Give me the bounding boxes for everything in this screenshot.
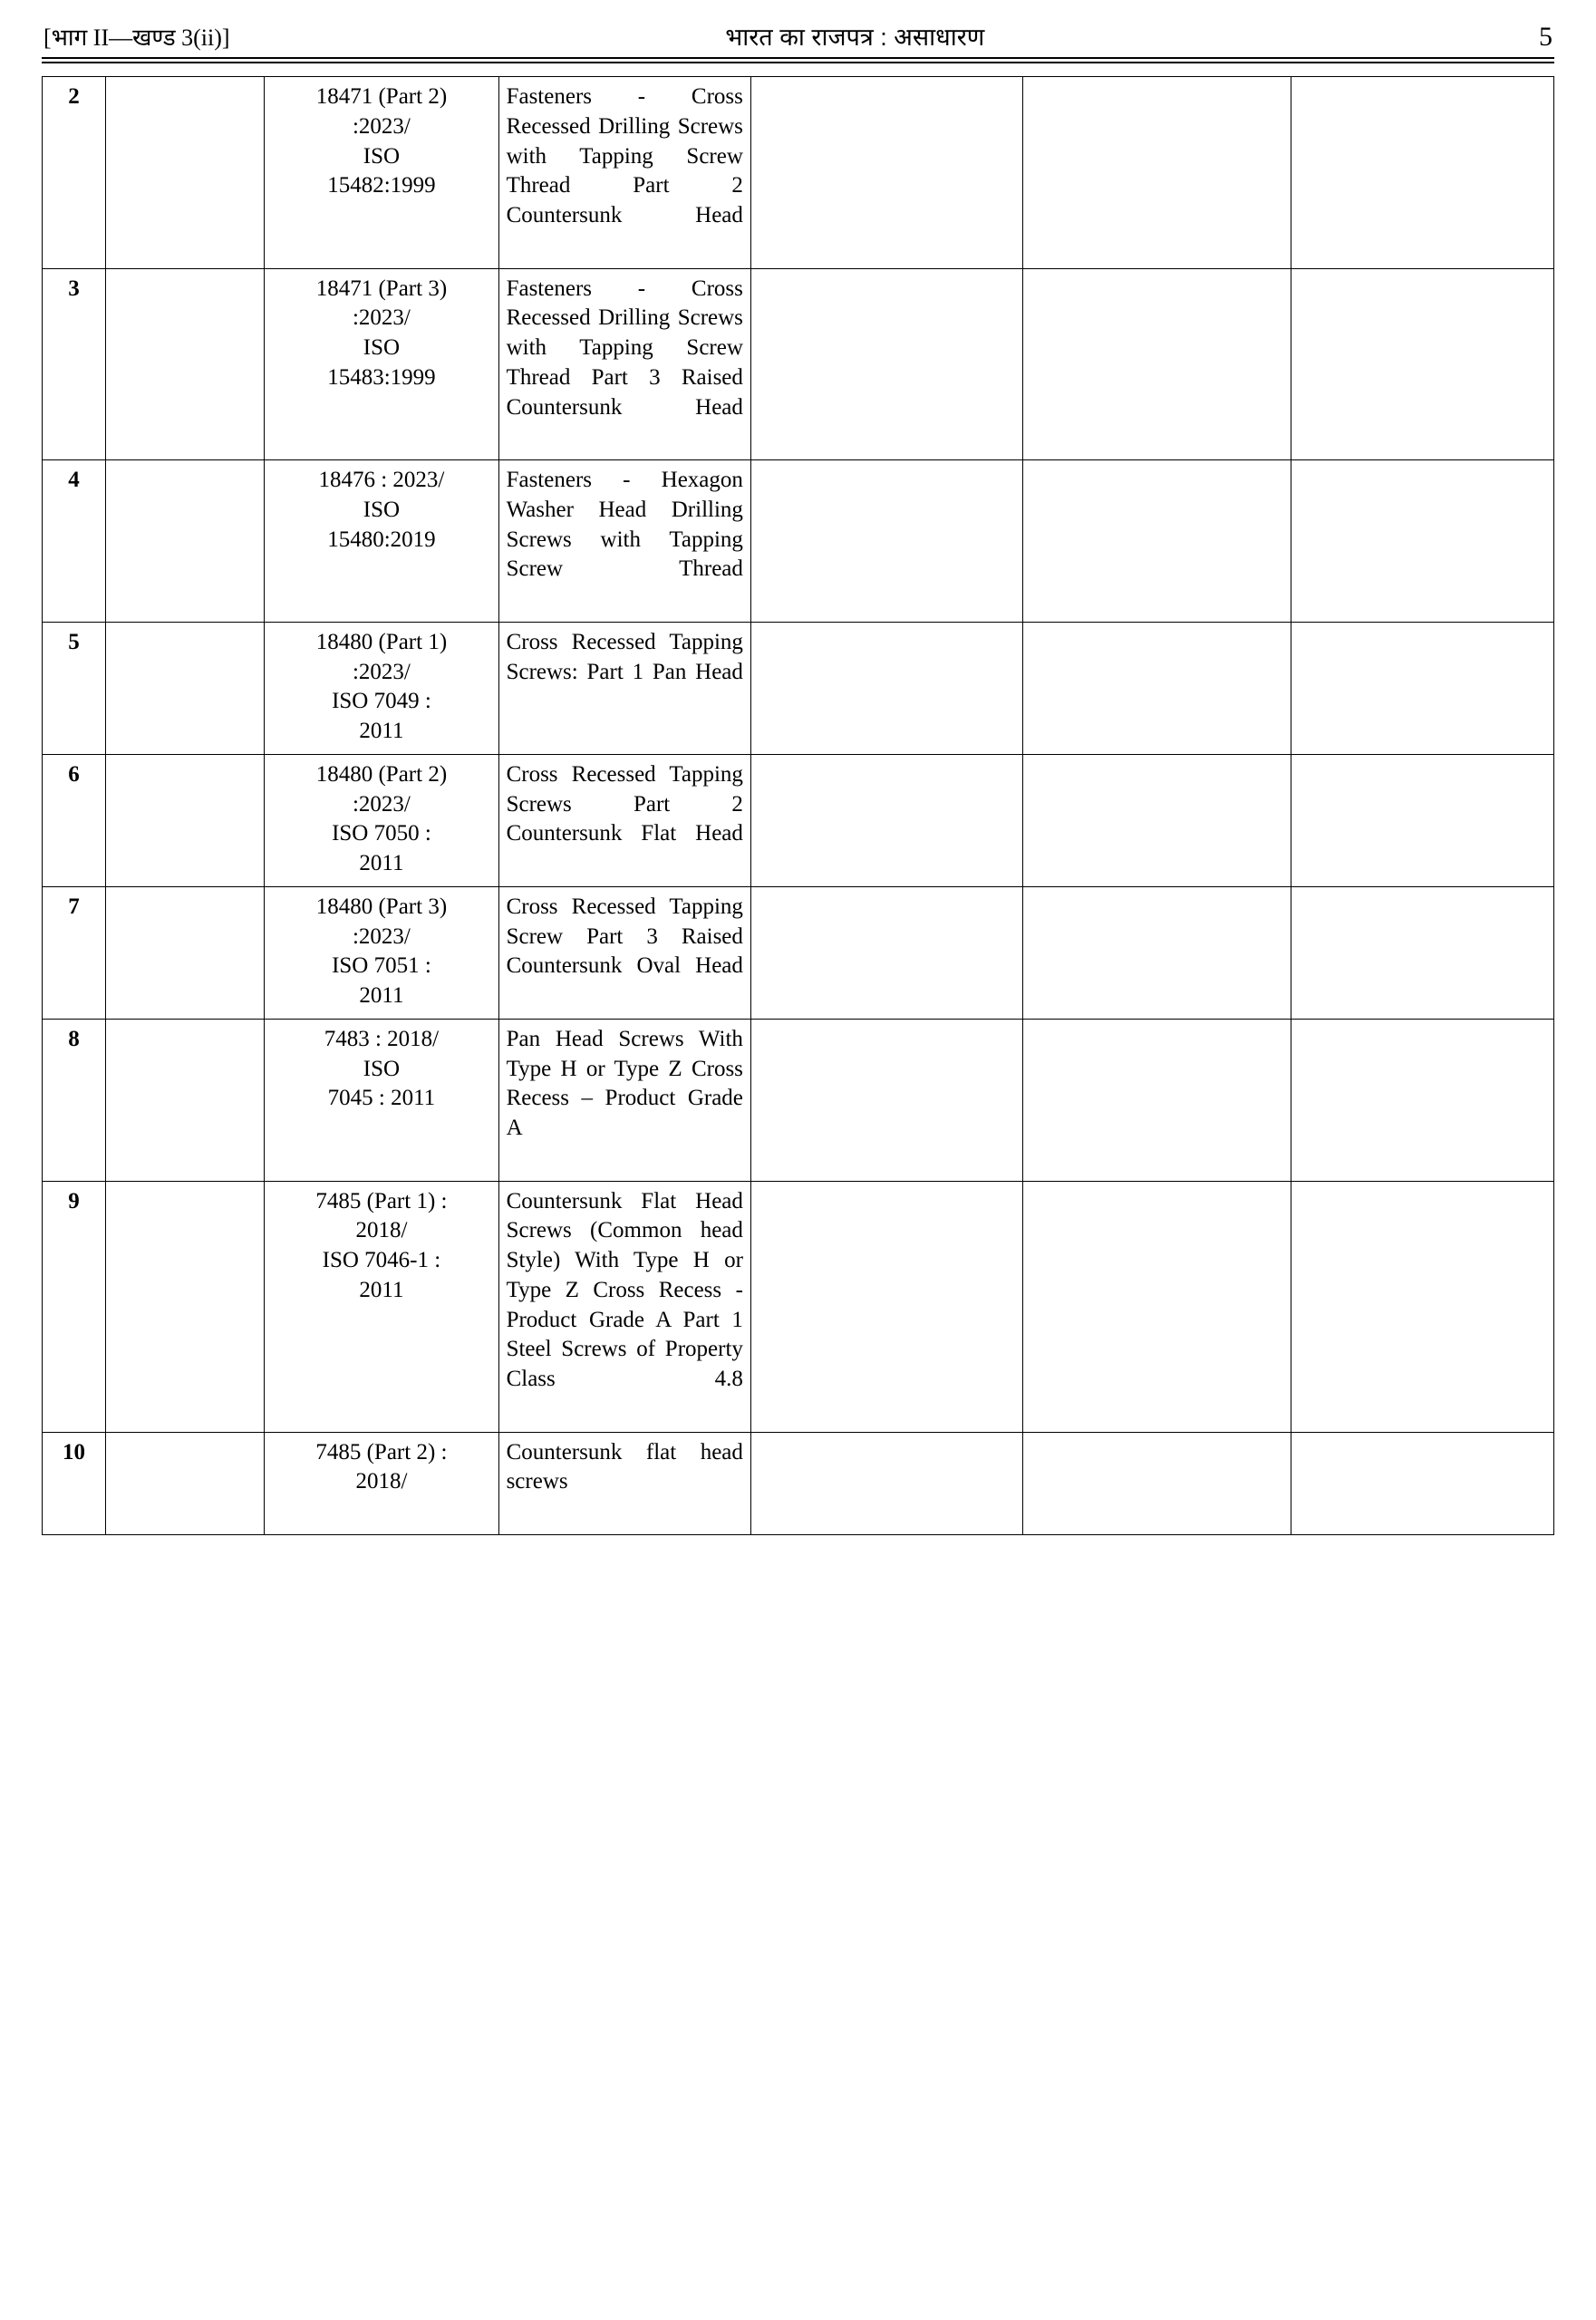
row-serial-number: 9 [43, 1181, 106, 1432]
row-column-blank [106, 1181, 265, 1432]
row-standard-title [498, 268, 750, 460]
row-column-blank [106, 1019, 265, 1181]
row-standard-number [265, 1181, 498, 1432]
row-serial-number: 2 [43, 77, 106, 269]
table-row [43, 886, 1554, 1019]
row-standard-title-text: Countersunk flat head screws [506, 1439, 743, 1494]
row-standard-title [498, 754, 750, 886]
row-standard-title-text: Fasteners - Hexagon Washer Head Drilling Screws with Tapping Screw Thread [506, 468, 743, 582]
row-column-blank [106, 77, 265, 269]
row-column-d [750, 77, 1022, 269]
row-column-f [1291, 268, 1553, 460]
standard-line: 2011 [359, 851, 404, 875]
standard-line: 2011 [359, 983, 404, 1008]
row-column-f [1291, 1019, 1553, 1181]
table-row [43, 622, 1554, 754]
row-column-e [1023, 622, 1291, 754]
row-column-f [1291, 622, 1553, 754]
row-column-d [750, 754, 1022, 886]
table-row [43, 460, 1554, 623]
standard-line: 7485 (Part 1) : [315, 1188, 448, 1213]
row-column-e [1023, 77, 1291, 269]
standard-line: :2023/ [352, 791, 411, 817]
standard-line: 15480:2019 [327, 527, 436, 552]
row-column-d [750, 1432, 1022, 1534]
standard-line: ISO [363, 143, 401, 169]
row-standard-title [498, 1181, 750, 1432]
standard-line: ISO [363, 1056, 401, 1081]
row-standard-number [265, 886, 498, 1019]
table-row [43, 1432, 1554, 1534]
standard-line: 7485 (Part 2) : [315, 1439, 448, 1464]
row-column-d [750, 268, 1022, 460]
row-standard-title [498, 460, 750, 623]
row-standard-title [498, 622, 750, 754]
page-header [42, 22, 1554, 57]
row-column-blank [106, 886, 265, 1019]
row-standard-title-text: Cross Recessed Tapping Screws Part 2 Countersunk Flat Head [506, 761, 743, 846]
row-standard-number [265, 460, 498, 623]
standard-line: 7045 : 2011 [327, 1086, 436, 1111]
standard-line: :2023/ [352, 659, 411, 684]
standard-line: 2011 [359, 1277, 404, 1302]
row-column-f [1291, 1432, 1553, 1534]
standard-line: 18476 : 2023/ [318, 468, 445, 492]
row-standard-title-text: Cross Recessed Tapping Screws: Part 1 Pan Head [506, 629, 743, 684]
row-column-e [1023, 1181, 1291, 1432]
row-standard-number [265, 268, 498, 460]
row-column-blank [106, 754, 265, 886]
row-standard-title [498, 1432, 750, 1534]
standard-line: 18471 (Part 3) [315, 276, 448, 301]
row-column-f [1291, 1181, 1553, 1432]
row-column-f [1291, 886, 1553, 1019]
standard-line: 2011 [359, 719, 404, 743]
row-column-e [1023, 754, 1291, 886]
row-column-e [1023, 886, 1291, 1019]
row-column-e [1023, 268, 1291, 460]
header-divider [42, 57, 1554, 63]
row-column-d [750, 886, 1022, 1019]
standards-table [42, 76, 1554, 1535]
row-column-blank [106, 622, 265, 754]
row-standard-title-text: Countersunk Flat Head Screws (Common head Style) With Type H or Type Z Cross Recess - Product Grade A Part 1 Steel Screws of Property Class 4.8 [506, 1188, 743, 1391]
standard-line: ISO 7050 : [332, 821, 431, 846]
row-standard-title [498, 77, 750, 269]
row-standard-title [498, 1019, 750, 1181]
row-column-e [1023, 460, 1291, 623]
row-column-d [750, 460, 1022, 623]
standard-line: 15482:1999 [327, 173, 436, 198]
standard-line: ISO [363, 335, 401, 360]
standard-line: 2018/ [355, 1218, 408, 1243]
row-standard-title-text: Pan Head Screws With Type H or Type Z Cross Recess – Product Grade A [506, 1026, 743, 1140]
table-row [43, 77, 1554, 269]
standard-line: ISO [363, 497, 401, 522]
row-standard-title-text: Fasteners - Cross Recessed Drilling Screws with Tapping Screw Thread Part 2 Countersunk Head [506, 84, 743, 227]
row-column-f [1291, 460, 1553, 623]
row-serial-number: 7 [43, 886, 106, 1019]
row-standard-title-text: Fasteners - Cross Recessed Drilling Screws with Tapping Screw Thread Part 3 Raised Countersunk Head [506, 276, 743, 420]
row-column-d [750, 1181, 1022, 1432]
row-standard-title [498, 886, 750, 1019]
standards-table-body [43, 77, 1554, 1535]
row-standard-number [265, 754, 498, 886]
row-column-blank [106, 1432, 265, 1534]
row-column-d [750, 1019, 1022, 1181]
row-serial-number: 10 [43, 1432, 106, 1534]
row-serial-number: 4 [43, 460, 106, 623]
row-standard-number [265, 77, 498, 269]
row-serial-number: 3 [43, 268, 106, 460]
row-serial-number: 6 [43, 754, 106, 886]
standard-line: 7483 : 2018/ [324, 1026, 440, 1051]
table-row [43, 1181, 1554, 1432]
row-column-d [750, 622, 1022, 754]
standard-line: 2018/ [355, 1469, 408, 1494]
row-serial-number: 5 [43, 622, 106, 754]
row-standard-number [265, 1019, 498, 1181]
row-column-blank [106, 268, 265, 460]
row-standard-number [265, 1432, 498, 1534]
row-column-f [1291, 754, 1553, 886]
row-serial-number: 8 [43, 1019, 106, 1181]
header-part-label: [भाग II—खण्ड 3(ii)] [44, 24, 230, 51]
standard-line: 18471 (Part 2) [315, 84, 448, 109]
standard-line: :2023/ [352, 305, 411, 331]
standard-line: :2023/ [352, 923, 411, 949]
standard-line: 18480 (Part 2) [315, 761, 448, 787]
row-standard-number [265, 622, 498, 754]
table-row [43, 754, 1554, 886]
row-column-f [1291, 77, 1553, 269]
standard-line: 18480 (Part 3) [315, 894, 448, 919]
standard-line: ISO 7049 : [332, 689, 431, 714]
page-number: 5 [1539, 22, 1552, 52]
row-column-e [1023, 1432, 1291, 1534]
standard-line: ISO 7046-1 : [322, 1248, 441, 1272]
table-row [43, 268, 1554, 460]
table-row [43, 1019, 1554, 1181]
standard-line: 15483:1999 [327, 364, 436, 390]
row-column-blank [106, 460, 265, 623]
header-gazette-title: भारत का राजपत्र : असाधारण [725, 24, 985, 51]
row-standard-title-text: Cross Recessed Tapping Screw Part 3 Raised Countersunk Oval Head [506, 894, 743, 979]
row-column-e [1023, 1019, 1291, 1181]
standard-line: ISO 7051 : [332, 953, 431, 979]
standard-line: :2023/ [352, 113, 411, 139]
standard-line: 18480 (Part 1) [315, 629, 448, 654]
